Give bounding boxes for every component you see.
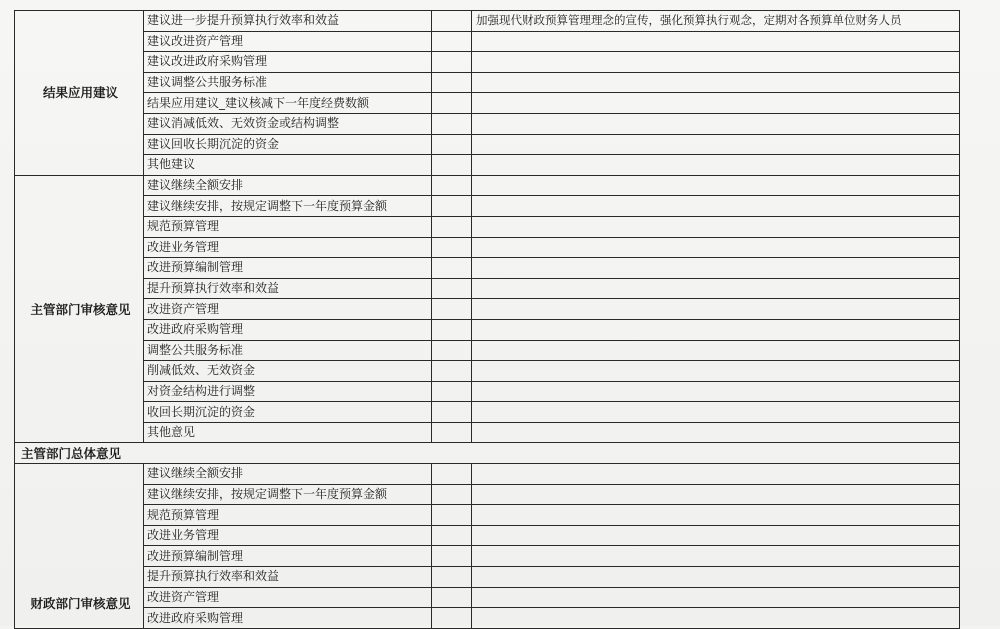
- table-row: [15, 340, 960, 361]
- table-row: [15, 484, 960, 505]
- selection-cell[interactable]: [432, 278, 472, 299]
- remark-cell[interactable]: [472, 361, 960, 382]
- review-item-label: 建议继续安排，按规定调整下一年度预算金额: [144, 196, 432, 217]
- selection-cell[interactable]: [432, 422, 472, 443]
- selection-cell[interactable]: [432, 361, 472, 382]
- table-row: [15, 175, 960, 196]
- selection-cell[interactable]: [432, 505, 472, 526]
- table-row: [15, 464, 960, 485]
- review-item-label: 对资金结构进行调整: [144, 381, 432, 402]
- review-item-label: 规范预算管理: [144, 216, 432, 237]
- review-item-label: 建议回收长期沉淀的资金: [144, 134, 432, 155]
- remark-cell[interactable]: [472, 113, 960, 134]
- review-item-label: 提升预算执行效率和效益: [144, 567, 432, 588]
- remark-cell[interactable]: [472, 422, 960, 443]
- review-item-label: 改进预算编制管理: [144, 258, 432, 279]
- review-item-label: 改进资产管理: [144, 587, 432, 608]
- selection-cell[interactable]: [432, 587, 472, 608]
- review-item-label: 削减低效、无效资金: [144, 361, 432, 382]
- selection-cell[interactable]: [432, 72, 472, 93]
- table-row: [15, 587, 960, 608]
- table-row: [15, 505, 960, 526]
- table-row: [15, 525, 960, 546]
- selection-cell[interactable]: [432, 113, 472, 134]
- table-row: [15, 196, 960, 217]
- selection-cell[interactable]: [432, 175, 472, 196]
- review-item-label: 建议改进政府采购管理: [144, 52, 432, 73]
- table-row: [15, 93, 960, 114]
- selection-cell[interactable]: [432, 546, 472, 567]
- review-item-label: 调整公共服务标准: [144, 340, 432, 361]
- table-row: [15, 11, 960, 32]
- review-item-label: 提升预算执行效率和效益: [144, 278, 432, 299]
- section-title: 结果应用建议: [15, 11, 144, 176]
- review-item-label: 建议改进资产管理: [144, 31, 432, 52]
- remark-cell[interactable]: 加强现代财政预算管理理念的宣传，强化预算执行观念，定期对各预算单位财务人员: [472, 11, 960, 32]
- review-item-label: 建议消减低效、无效资金或结构调整: [144, 113, 432, 134]
- review-item-label: 建议调整公共服务标准: [144, 72, 432, 93]
- remark-cell[interactable]: [472, 72, 960, 93]
- selection-cell[interactable]: [432, 11, 472, 32]
- selection-cell[interactable]: [432, 319, 472, 340]
- remark-cell[interactable]: [472, 93, 960, 114]
- table-row: [15, 567, 960, 588]
- selection-cell[interactable]: [432, 196, 472, 217]
- selection-cell[interactable]: [432, 93, 472, 114]
- table-row: [15, 361, 960, 382]
- review-item-label: 改进政府采购管理: [144, 608, 432, 629]
- remark-cell[interactable]: [472, 484, 960, 505]
- evaluation-form-table: [14, 10, 960, 629]
- table-row: [15, 134, 960, 155]
- selection-cell[interactable]: [432, 525, 472, 546]
- remark-cell[interactable]: [472, 567, 960, 588]
- selection-cell[interactable]: [432, 299, 472, 320]
- section-title: 主管部门审核意见: [15, 175, 144, 443]
- review-item-label: 改进业务管理: [144, 525, 432, 546]
- review-item-label: 收回长期沉淀的资金: [144, 402, 432, 423]
- review-item-label: 改进资产管理: [144, 299, 432, 320]
- table-row: [15, 546, 960, 567]
- remark-cell[interactable]: [472, 175, 960, 196]
- table-row: [15, 299, 960, 320]
- remark-cell[interactable]: [472, 216, 960, 237]
- selection-cell[interactable]: [432, 402, 472, 423]
- table-row: [15, 278, 960, 299]
- remark-cell[interactable]: [472, 52, 960, 73]
- selection-cell[interactable]: [432, 155, 472, 176]
- remark-cell[interactable]: [472, 155, 960, 176]
- selection-cell[interactable]: [432, 258, 472, 279]
- selection-cell[interactable]: [432, 237, 472, 258]
- review-item-label: 改进业务管理: [144, 237, 432, 258]
- selection-cell[interactable]: [432, 484, 472, 505]
- remark-cell[interactable]: [472, 340, 960, 361]
- review-item-label: 改进预算编制管理: [144, 546, 432, 567]
- review-item-label: 建议继续安排，按规定调整下一年度预算金额: [144, 484, 432, 505]
- selection-cell[interactable]: [432, 31, 472, 52]
- review-item-label: 其他建议: [144, 155, 432, 176]
- selection-cell[interactable]: [432, 608, 472, 629]
- remark-cell[interactable]: [472, 237, 960, 258]
- remark-cell[interactable]: [472, 31, 960, 52]
- remark-cell[interactable]: [472, 525, 960, 546]
- table-row: [15, 258, 960, 279]
- table-row: [15, 216, 960, 237]
- section-row: [15, 443, 960, 464]
- remark-cell[interactable]: [472, 134, 960, 155]
- review-item-label: 改进政府采购管理: [144, 319, 432, 340]
- selection-cell[interactable]: [432, 567, 472, 588]
- section-title: 主管部门总体意见: [15, 443, 960, 464]
- remark-cell[interactable]: [472, 464, 960, 485]
- selection-cell[interactable]: [432, 464, 472, 485]
- selection-cell[interactable]: [432, 52, 472, 73]
- table-row: [15, 319, 960, 340]
- table-row: [15, 402, 960, 423]
- remark-cell[interactable]: [472, 608, 960, 629]
- review-item-label: 建议进一步提升预算执行效率和效益: [144, 11, 432, 32]
- review-item-label: 其他意见: [144, 422, 432, 443]
- table-row: [15, 381, 960, 402]
- remark-cell[interactable]: [472, 381, 960, 402]
- remark-cell[interactable]: [472, 546, 960, 567]
- table-row: [15, 72, 960, 93]
- table-row: [15, 608, 960, 629]
- remark-cell[interactable]: [472, 299, 960, 320]
- review-item-label: 规范预算管理: [144, 505, 432, 526]
- selection-cell[interactable]: [432, 340, 472, 361]
- review-item-label: 建议继续全额安排: [144, 464, 432, 485]
- table-row: [15, 113, 960, 134]
- table-row: [15, 422, 960, 443]
- remark-cell[interactable]: [472, 505, 960, 526]
- selection-cell[interactable]: [432, 381, 472, 402]
- remark-cell[interactable]: [472, 278, 960, 299]
- review-item-label: 建议继续全额安排: [144, 175, 432, 196]
- remark-cell[interactable]: [472, 258, 960, 279]
- selection-cell[interactable]: [432, 216, 472, 237]
- remark-cell[interactable]: [472, 319, 960, 340]
- table-row: [15, 237, 960, 258]
- section-title: 财政部门审核意见: [15, 464, 144, 629]
- table-row: [15, 155, 960, 176]
- selection-cell[interactable]: [432, 134, 472, 155]
- remark-cell[interactable]: [472, 196, 960, 217]
- review-item-label: 结果应用建议_建议核减下一年度经费数额: [144, 93, 432, 114]
- table-row: [15, 31, 960, 52]
- table-row: [15, 52, 960, 73]
- remark-cell[interactable]: [472, 402, 960, 423]
- remark-cell[interactable]: [472, 587, 960, 608]
